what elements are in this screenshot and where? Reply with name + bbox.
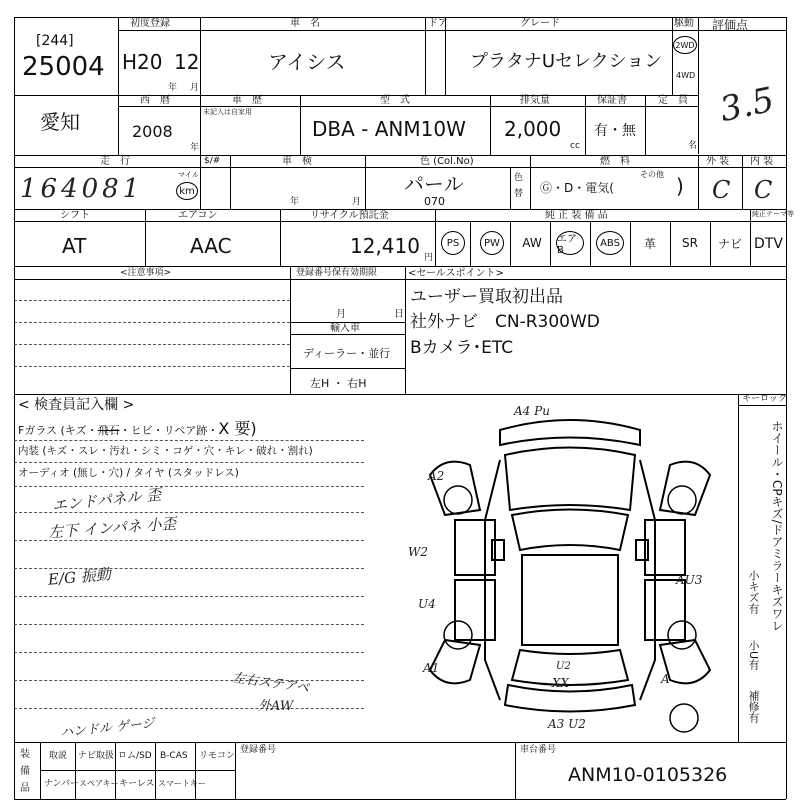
hand-note-5: 外AW	[258, 699, 294, 714]
history-note: 未記入は自家用	[203, 108, 252, 116]
year-suffix: 年	[168, 83, 178, 93]
hand-note-1: エンドパネル 歪	[51, 485, 163, 515]
line1-prefix: Fガラス (キズ・	[18, 424, 98, 437]
capacity-unit: 名	[688, 141, 698, 151]
exterior: C	[712, 176, 731, 204]
chassis-number: ANM10-0105326	[568, 764, 728, 786]
hand-note-2: 左下 インパネ 小歪	[47, 514, 177, 542]
sales-point-3: Bカメラ･ETC	[410, 338, 514, 358]
equip-leather: 革	[643, 236, 656, 251]
equip-navi: ナビ	[717, 236, 742, 251]
damage-mark-a: A	[661, 672, 670, 686]
caution-label: <注意事項>	[120, 268, 172, 278]
color: パール	[404, 172, 464, 196]
car-name-label: 車 名	[290, 18, 320, 29]
first-reg-month: 12	[174, 50, 200, 74]
damage-mark-a3u2: A3 U2	[548, 717, 586, 731]
car-condition-diagram	[400, 400, 738, 740]
lot-number: 25004	[22, 52, 105, 82]
equip-pw: PW	[480, 231, 504, 255]
mileage: 164081	[20, 174, 144, 204]
grade-label: グレード	[520, 18, 560, 29]
eval-score: 3.5	[716, 79, 778, 131]
chassis-label: 車台番号	[520, 745, 557, 755]
door-label: ドア	[428, 18, 448, 29]
mileage-label: 走 行	[100, 156, 130, 167]
interior: C	[754, 176, 773, 204]
exterior-label: 外 装	[706, 156, 730, 167]
history-label: 車 歴	[232, 95, 262, 106]
damage-mark-u2: U2	[556, 661, 571, 672]
line1-rest: ・ヒビ・リペア跡・	[119, 424, 219, 437]
sales-label: <セールスポイント>	[408, 268, 504, 279]
s-label: $/#	[204, 156, 221, 166]
footer-bcas: B-CAS	[160, 751, 188, 761]
color-label: 色 (Col.No)	[420, 156, 474, 167]
hand-note-6: ハンドル ゲージ	[59, 716, 156, 741]
footer-remote: リモコン	[199, 751, 236, 761]
mileage-unit-km: km	[176, 182, 198, 200]
damage-mark-w2: W2	[408, 545, 428, 559]
footer-manual: 取説	[49, 751, 68, 761]
reg-expiry-day: 日	[394, 309, 404, 320]
inspector-line-2: 内装 (キズ・スレ・汚れ・シミ・コゲ・穴・キレ・破れ・割れ)	[18, 445, 313, 457]
year-suffix-2: 年	[190, 143, 200, 153]
inspection-label: 車 検	[282, 156, 312, 167]
fuel-options: Ⓖ・D・電気(	[540, 181, 614, 195]
line1-struck: 飛石	[97, 424, 120, 437]
import-value: ディーラー・並行	[303, 347, 391, 360]
equip-abs: ABS	[596, 231, 624, 255]
inspector-line-1	[18, 421, 257, 437]
damage-mark-a2: A2	[428, 469, 445, 483]
prefecture: 愛知	[40, 110, 80, 134]
side-small-3: 補修有	[747, 690, 760, 723]
ac: AAC	[190, 234, 232, 258]
damage-mark-a1: A1	[423, 661, 440, 675]
displacement: 2,000	[504, 117, 562, 141]
mileage-unit-mile: マイル	[178, 171, 199, 179]
steering-value: 左H ・ 右H	[310, 377, 367, 390]
warranty: 有・無	[594, 123, 636, 139]
eval-label: 評価点	[712, 18, 749, 32]
footer-equip-label: 装 備 品	[20, 749, 30, 794]
equip-sr: SR	[682, 236, 698, 250]
footer-keyless: キーレス	[119, 779, 155, 789]
recolor-label-2: 替	[514, 189, 524, 199]
month-suffix: 月	[190, 83, 200, 93]
color-code: 070	[424, 195, 445, 208]
displacement-label: 排気量	[520, 95, 550, 106]
yen-unit: 円	[424, 253, 434, 263]
inspector-line-3: オーディオ (無し・穴) / タイヤ (スタッドレス)	[18, 467, 239, 479]
fuel-other: その他	[640, 170, 664, 179]
footer-plate: ナンバー	[44, 779, 79, 789]
equip-airbag: エアB	[556, 231, 584, 255]
equip-ps: PS	[441, 231, 465, 255]
sales-point-2: 社外ナビ CN-R300WD	[410, 312, 600, 332]
damage-mark-a4pu: A4 Pu	[514, 404, 550, 418]
hand-note-4: 左右ステアベ	[231, 670, 310, 697]
cc-unit: cc	[570, 141, 580, 151]
line1-mark: X 要)	[218, 419, 257, 438]
recycle-label: リサイクル預託金	[310, 210, 389, 221]
side-legend: ホイール・CPキズ/ドアミラーキズワレ	[770, 420, 784, 632]
equipment-label: 純 正 装 備 品	[545, 210, 608, 221]
lot-box: [244]	[36, 33, 74, 49]
recolor-label-1: 色	[514, 173, 524, 183]
keylock-label: キーロック	[742, 394, 787, 404]
ac-label: エアコン	[178, 210, 218, 221]
import-label: 輸入車	[330, 323, 360, 334]
first-reg-label: 初度登録	[130, 18, 170, 29]
tv-label: 純正テーマ等	[752, 210, 794, 218]
reg-expiry-label: 登録番号保有効期限	[296, 268, 378, 278]
shift-label: シフト	[60, 210, 90, 221]
western-year-label: 西 暦	[140, 95, 170, 106]
damage-mark-xx: XX	[552, 676, 570, 690]
inspection-year: 年	[290, 197, 300, 207]
interior-label: 内 装	[750, 156, 774, 167]
side-small-2: 小U有	[747, 640, 760, 671]
drive-4wd-option: 4WD	[676, 71, 696, 80]
equip-aw: AW	[522, 236, 542, 250]
fuel-label: 燃 料	[600, 156, 630, 167]
drive-label: 駆動	[674, 18, 694, 29]
warranty-label: 保証書	[597, 95, 627, 106]
inspector-title: < 検査員記入欄 >	[18, 397, 135, 413]
footer-navi-manual: ナビ取扱	[78, 751, 115, 761]
car-name: アイシス	[268, 50, 346, 74]
fuel-close: )	[676, 174, 684, 198]
western-year: 2008	[132, 122, 173, 141]
tv: DTV	[754, 236, 783, 252]
recycle: 12,410	[350, 234, 420, 258]
shift: AT	[62, 234, 87, 258]
capacity-label: 定 員	[658, 95, 688, 106]
model-label: 型 式	[380, 95, 410, 106]
model: DBA - ANM10W	[312, 117, 466, 141]
side-small-1: 小キズ有	[747, 570, 760, 614]
footer-smart-key: スマートキー	[158, 779, 206, 788]
drive-2wd-option: 2WD	[673, 36, 697, 54]
sales-point-1: ユーザー買取初出品	[410, 287, 563, 307]
damage-mark-u4: U4	[418, 597, 436, 611]
inspection-month: 月	[352, 197, 362, 207]
reg-expiry-month: 月	[336, 309, 346, 320]
hand-note-3: E/G 振動	[47, 565, 112, 589]
damage-mark-au3: AU3	[676, 573, 703, 587]
footer-spare-key: スペアキー	[79, 779, 119, 788]
grade: プラタナUセレクション	[470, 51, 663, 72]
footer-rom-sd: ロム/SD	[118, 751, 152, 761]
reg-number-label: 登録番号	[240, 745, 277, 755]
first-reg-era: H20	[122, 50, 163, 74]
